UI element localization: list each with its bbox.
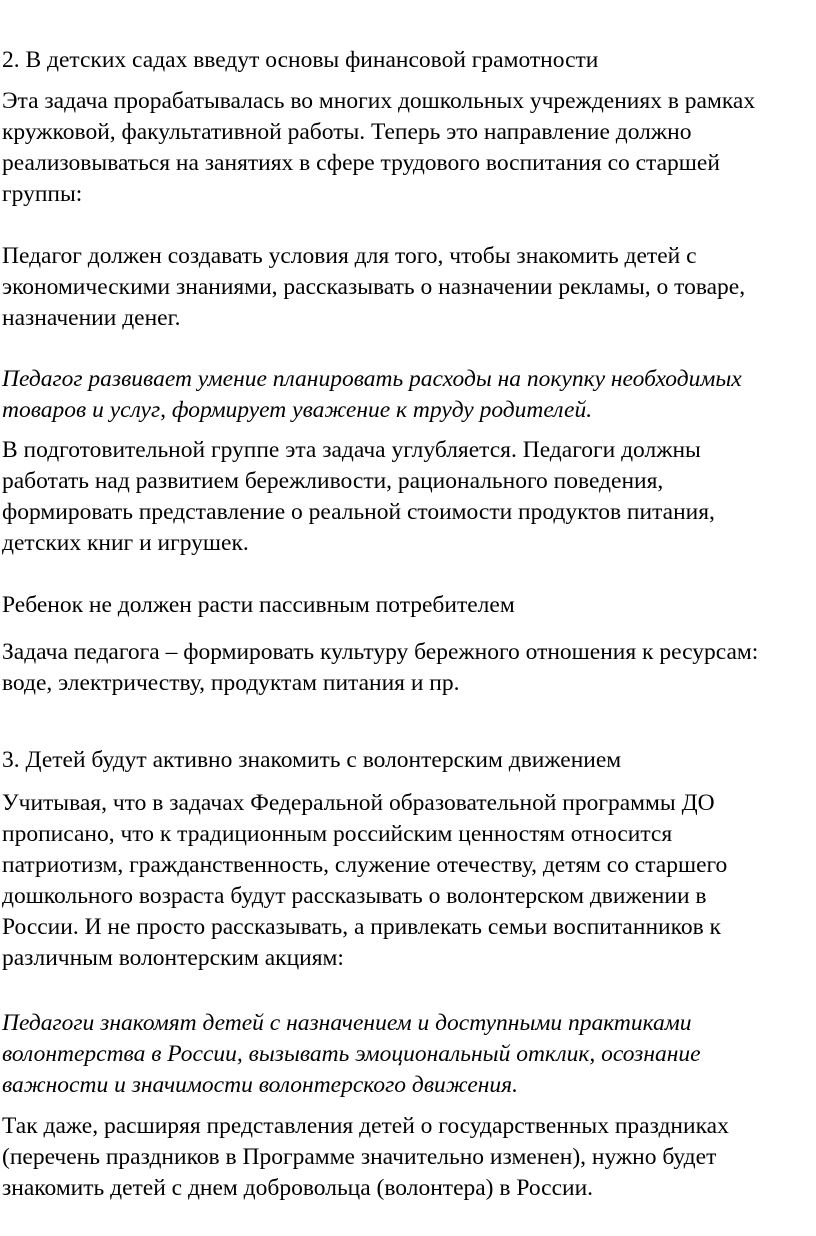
italic-paragraph-planning (2, 364, 802, 426)
text-line: воде, электричеству, продуктам питания и пр. (2, 670, 460, 696)
paragraph-resource-culture (2, 637, 802, 699)
section-2-heading (2, 45, 802, 76)
paragraph-teacher-conditions (2, 241, 802, 334)
text-line: реализовываться на занятиях в сфере трудового воспитания со старшей (2, 150, 720, 176)
text-line: дошкольного возраста будут рассказывать о волонтерском движении в (2, 883, 707, 909)
paragraph-preparatory-group (2, 435, 802, 559)
text-line: волонтерства в России, вызывать эмоциональный отклик, осознание (2, 1041, 701, 1067)
text-line: Учитывая, что в задачах Федеральной образовательной программы ДО (2, 790, 715, 816)
heading-line: 3. Детей будут активно знакомить с волонтерским движением (2, 747, 622, 773)
paragraph-financial-intro (2, 86, 802, 210)
text-line: Педагоги знакомят детей с назначением и доступными практиками (2, 1010, 692, 1036)
text-line: товаров и услуг, формирует уважение к труду родителей. (2, 397, 593, 423)
text-line: Эта задача прорабатывалась во многих дошкольных учреждениях в рамках (2, 88, 756, 114)
text-line: России. И не просто рассказывать, а привлекать семьи воспитанников к (2, 914, 721, 940)
paragraph-volunteer-values (2, 788, 802, 974)
text-line: Так даже, расширяя представления детей о государственных праздниках (2, 1113, 729, 1139)
paragraph-volunteer-day (2, 1111, 802, 1204)
italic-paragraph-volunteer-practices (2, 1008, 802, 1101)
text-line: В подготовительной группе эта задача углубляется. Педагоги должны (2, 437, 701, 463)
heading-line: 2. В детских садах введут основы финансовой грамотности (2, 47, 599, 73)
text-line: различным волонтерским акциям: (2, 945, 344, 971)
text-line: знакомить детей с днем добровольца (волонтера) в России. (2, 1175, 594, 1201)
text-line: (перечень праздников в Программе значительно изменен), нужно будет (2, 1144, 717, 1170)
text-line: назначении денег. (2, 305, 181, 331)
text-line: важности и значимости волонтерского движения. (2, 1072, 518, 1098)
text-line: работать над развитием бережливости, рационального поведения, (2, 468, 664, 494)
text-line: Педагог развивает умение планировать расходы на покупку необходимых (2, 366, 742, 392)
text-line: прописано, что к традиционным российским ценностям относится (2, 821, 673, 847)
text-line: Задача педагога – формировать культуру бережного отношения к ресурсам: (2, 639, 759, 665)
text-line: Ребенок не должен расти пассивным потребителем (2, 592, 515, 618)
text-line: экономическими знаниями, рассказывать о назначении рекламы, о товаре, (2, 274, 746, 300)
paragraph-passive-consumer (2, 590, 802, 621)
text-line: формировать представление о реальной стоимости продуктов питания, (2, 499, 715, 525)
text-line: Педагог должен создавать условия для того, чтобы знакомить детей с (2, 243, 697, 269)
text-line: группы: (2, 181, 83, 207)
text-line: кружковой, факультативной работы. Теперь это направление должно (2, 119, 692, 145)
section-3-heading (2, 745, 802, 776)
text-line: детских книг и игрушек. (2, 530, 249, 556)
text-line: патриотизм, гражданственность, служение отечеству, детям со старшего (2, 852, 728, 878)
